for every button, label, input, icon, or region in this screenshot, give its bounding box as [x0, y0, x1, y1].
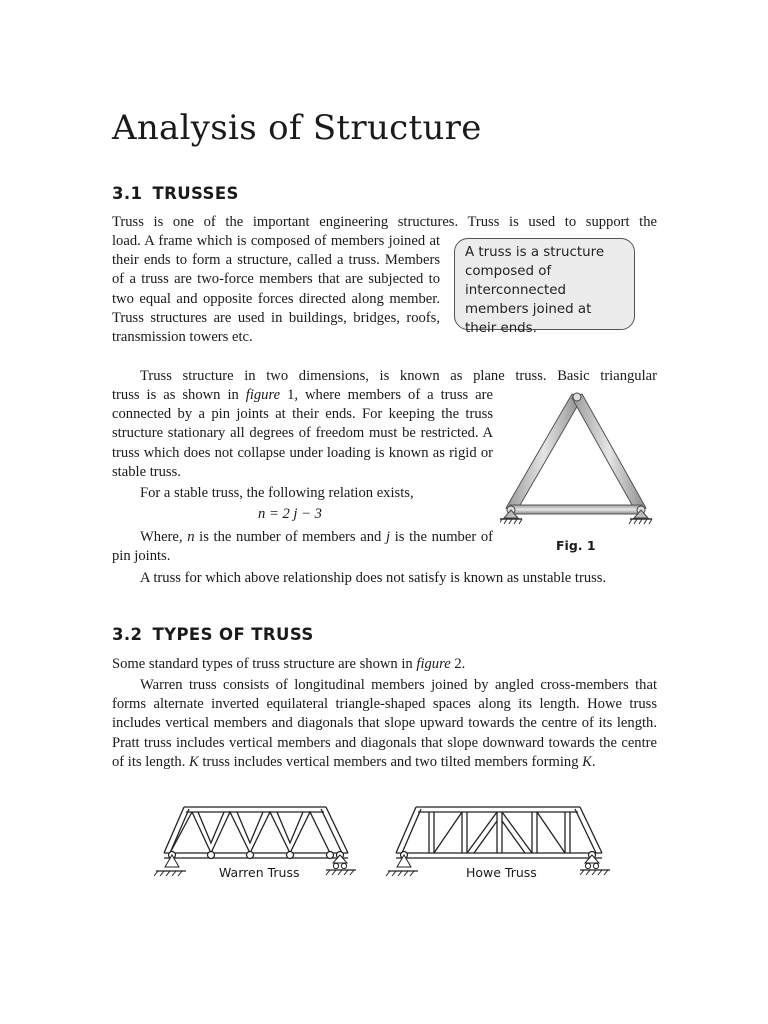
note-box: A truss is a structure composed of interconnected members joined at their ends.	[454, 238, 635, 330]
formula-stability: n = 2 j − 3	[258, 506, 322, 522]
figure-ref: figure	[245, 387, 281, 403]
paragraph-intro-line1: Truss is one of the important engineering structures. Truss is used to support the	[112, 214, 657, 230]
pin-joint-top	[573, 393, 581, 401]
k-italic: K	[189, 753, 199, 770]
paragraph-where	[112, 528, 493, 566]
paragraph-plane-truss-body	[112, 386, 493, 482]
paragraph-unstable: A truss for which above relationship does not satisfy is known as unstable truss.	[140, 570, 607, 586]
member-left	[506, 394, 582, 512]
var-n: n	[187, 529, 195, 545]
section-title: TYPES OF TRUSS	[152, 625, 314, 644]
paragraph-stable-relation: For a stable truss, the following relation exists,	[140, 485, 414, 501]
section-title: TRUSSES	[152, 184, 239, 203]
where-mid: is the number of members and	[194, 529, 386, 545]
figure-1-caption: Fig. 1	[556, 538, 596, 553]
support-roller-right	[333, 855, 347, 863]
truss-types-text: Warren truss consists of longitudinal members joined by angled cross-members that forms alternate inverted equilateral triangle-shaped spaces along its length. Howe truss includes vertical members and diagonals that slope upward towards the centre of its length. Pratt truss includes vertical members and diagonals that slope downward towards the centre of its length.	[112, 677, 657, 770]
member-bottom	[510, 505, 642, 514]
section-number: 3.1	[112, 184, 143, 203]
figure-howe-truss	[384, 803, 616, 885]
paragraph-plane-truss-line1: Truss structure in two dimensions, is known as plane truss. Basic triangular	[140, 368, 657, 384]
where-text: Where,	[140, 529, 188, 545]
section-number: 3.2	[112, 625, 143, 644]
figure-warren-truss	[154, 803, 364, 885]
k-italic-2: K	[582, 753, 592, 770]
where-end: is the number of pin joints.	[112, 529, 494, 565]
paragraph-types-intro	[112, 655, 657, 674]
figure-1-triangle-truss	[500, 388, 655, 528]
chapter-title: Analysis of Structure	[112, 108, 482, 148]
member-right	[572, 394, 646, 512]
plane-truss-text: truss is as shown in	[112, 387, 246, 403]
warren-truss-label: Warren Truss	[219, 865, 300, 880]
types-intro-end: 2.	[450, 656, 466, 672]
var-j: j	[386, 529, 391, 545]
howe-truss-label: Howe Truss	[466, 865, 537, 880]
support-pin-left	[397, 855, 411, 867]
figure-ref: figure	[416, 656, 451, 672]
truss-types-end: .	[591, 753, 596, 770]
types-intro-text: Some standard types of truss structure are shown in	[112, 656, 417, 672]
support-pin-left	[165, 855, 179, 867]
support-roller-right	[585, 855, 599, 863]
plane-truss-text-end: 1, where members of a truss are connected by a pin joints at their ends. For keeping the truss structure stationary all degrees of freedom must be restricted. A truss which does not collapse under loading is known as rigid or stable truss.	[112, 387, 493, 480]
section-heading-trusses	[112, 184, 239, 203]
section-heading-types-of-truss	[112, 625, 314, 644]
truss-types-mid: truss includes vertical members and two tilted members forming	[198, 753, 583, 770]
paragraph-intro-body: load. A frame which is composed of members joined at their ends to form a structure, called a truss. Members of a truss are two-force members that are subjected to two equal and opposite forces directed along member. Truss structures are used in buildings, bridges, roofs, transmission towers etc.	[112, 233, 440, 346]
paragraph-truss-types	[112, 676, 657, 772]
